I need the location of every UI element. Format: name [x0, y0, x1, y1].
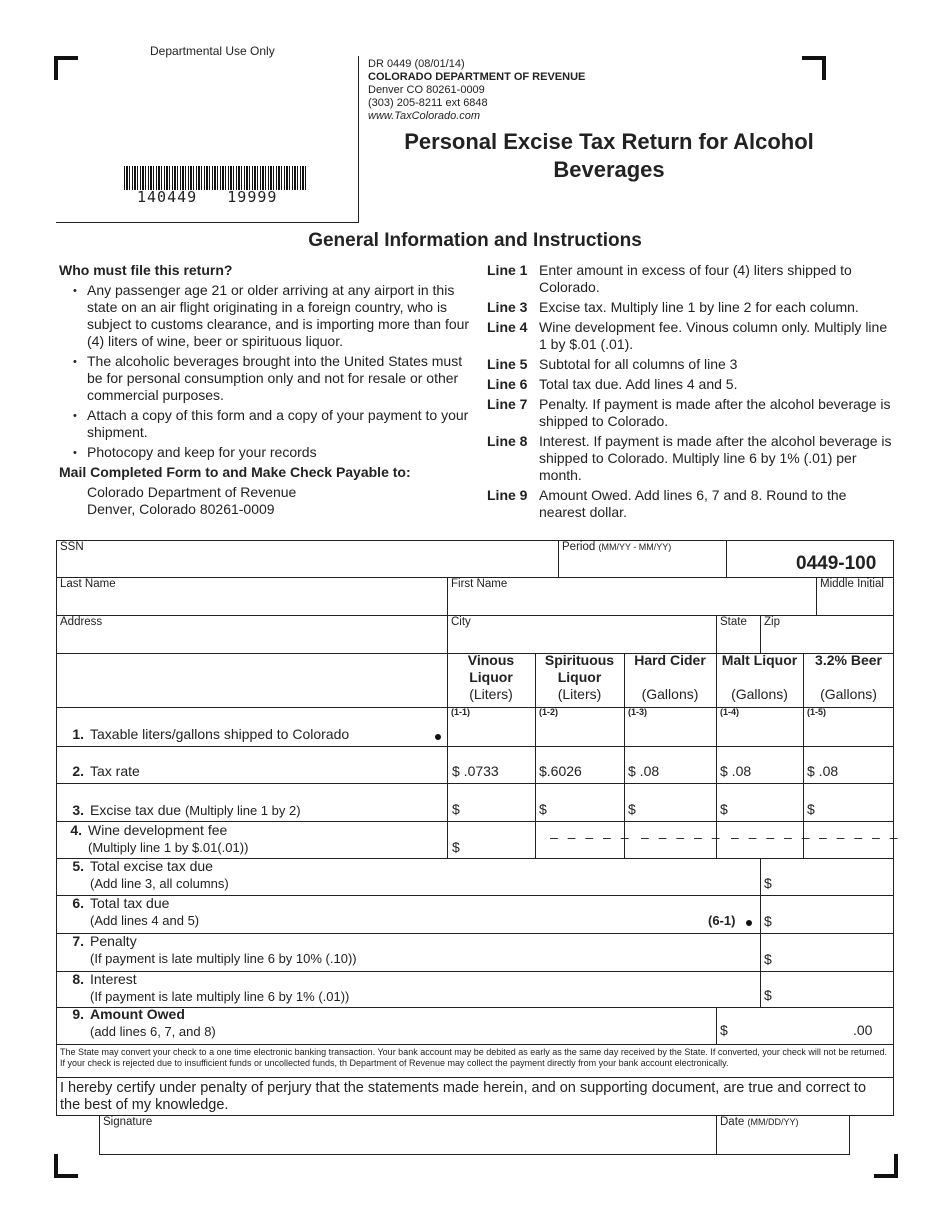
list-item: • Attach a copy of this form and a copy of your payment to your shipment. [87, 407, 479, 441]
line-2-label: 2. Tax rate [72, 763, 140, 779]
divider [56, 1044, 894, 1045]
not-applicable-dashes: – – – – – [819, 829, 901, 845]
city-field[interactable]: City [451, 616, 471, 628]
departmental-use-label: Departmental Use Only [150, 44, 275, 58]
instructions-title: General Information and Instructions [308, 230, 642, 251]
agency-name: COLORADO DEPARTMENT OF REVENUE [368, 71, 586, 83]
line-7-label: 7. Penalty (If payment is late multiply line 6 by 10% (.10)) [72, 933, 357, 966]
signature-field[interactable]: Signature [103, 1116, 153, 1128]
form-id: DR 0449 (08/01/14) [368, 58, 465, 70]
column-code: (1-3) [628, 707, 648, 717]
form-code: 0449-100 [796, 553, 877, 574]
column-code: (1-5) [807, 707, 827, 717]
barcode-number: 140449 19999 [137, 188, 278, 206]
mail-line-1: Colorado Department of Revenue [87, 484, 297, 500]
mail-heading: Mail Completed Form to and Make Check Payable to: [59, 464, 411, 480]
header-vertical-divider [358, 56, 359, 223]
agency-website: www.TaxColorado.com [368, 110, 481, 122]
list-item: Line 1 Enter amount in excess of four (4) liters shipped to Colorado. [487, 262, 852, 295]
line-3-hard-cider-input[interactable]: $ [628, 801, 636, 817]
electronic-check-disclaimer: The State may convert your check to a one time electronic banking transaction. Your bank account may be debited as early as the same day received by the State. If converted, your check will not be returned. If your check is rejected due to insufficient funds or uncollected funds, th Department of Revenue may collect the payment directly from your bank account electronically. [60, 1047, 887, 1068]
line-6-input[interactable]: $ [764, 913, 772, 929]
column-header-vinous: Vinous Liquor (Liters) [467, 652, 515, 702]
divider [558, 540, 559, 578]
list-item: Line 7 Penalty. If payment is made after the alcohol beverage is shipped to Colorado. [487, 396, 891, 429]
divider [56, 707, 894, 708]
crop-mark-bottom-right [874, 1154, 898, 1178]
crop-mark-top-left [54, 56, 78, 80]
tax-rate-malt-liquor: $ .08 [720, 763, 752, 779]
line-8-input[interactable]: $ [764, 987, 772, 1003]
column-code: (1-2) [539, 707, 559, 717]
form-title: Personal Excise Tax Return for Alcohol Beverages [404, 129, 814, 182]
column-code: (1-1) [451, 707, 471, 717]
date-field[interactable]: Date (MM/DD/YY) [720, 1116, 799, 1128]
who-must-file-list [59, 282, 479, 461]
line-4-vinous-input[interactable]: $ [452, 839, 460, 855]
period-field[interactable]: Period (MM/YY - MM/YY) [562, 541, 672, 553]
column-code: (1-4) [720, 707, 740, 717]
list-item: • Photocopy and keep for your records [87, 444, 479, 461]
line-1-beer-input[interactable] [804, 720, 893, 746]
not-applicable-dashes: – – – – – [641, 829, 723, 845]
header-divider [56, 222, 359, 223]
zip-field[interactable]: Zip [764, 616, 780, 628]
line-5-label: 5. Total excise tax due (Add line 3, all columns) [72, 858, 229, 891]
divider [56, 783, 894, 784]
tax-rate-spirituous: $.6026 [539, 763, 582, 779]
divider [816, 577, 817, 615]
required-marker [746, 920, 752, 926]
divider [726, 540, 727, 578]
list-item: • The alcoholic beverages brought into the United States must be for personal consumption only and not for resale or other commercial purposes. [87, 353, 479, 404]
required-marker [435, 734, 441, 740]
crop-mark-bottom-left [54, 1154, 78, 1178]
not-applicable-dashes: – – – – – [731, 829, 813, 845]
line-8-label: 8. Interest (If payment is late multiply line 6 by 1% (.01)) [72, 971, 350, 1004]
mail-line-2: Denver, Colorado 80261-0009 [87, 501, 275, 517]
line-9-cents: .00 [853, 1022, 873, 1038]
line-3-beer-input[interactable]: $ [807, 801, 815, 817]
line-1-malt-liquor-input[interactable] [717, 720, 802, 746]
divider [716, 1007, 717, 1044]
line-1-spirituous-input[interactable] [536, 720, 623, 746]
line-3-label: 3. Excise tax due (Multiply line 1 by 2) [72, 802, 301, 818]
column-header-beer: 3.2% Beer (Gallons) [815, 652, 882, 702]
list-item: Line 6 Total tax due. Add lines 4 and 5. [487, 376, 738, 392]
middle-initial-field[interactable]: Middle Initial [820, 578, 884, 590]
divider [716, 1115, 717, 1155]
line-6-code: (6-1) [708, 913, 736, 928]
divider [56, 1077, 894, 1078]
line-3-vinous-input[interactable]: $ [452, 801, 460, 817]
line-9-label: 9. Amount Owed (add lines 6, 7, and 8) [72, 1006, 216, 1039]
column-header-malt-liquor: Malt Liquor (Gallons) [721, 652, 798, 702]
line-1-label: 1. Taxable liters/gallons shipped to Colorado [72, 726, 350, 742]
last-name-field[interactable]: Last Name [60, 578, 116, 590]
tax-rate-hard-cider: $ .08 [628, 763, 660, 779]
instructions-right-column [487, 262, 892, 524]
tax-rate-vinous: $ .0733 [452, 763, 499, 779]
list-item: Line 3 Excise tax. Multiply line 1 by line 2 for each column. [487, 299, 859, 315]
divider [56, 746, 894, 747]
line-4-label: 4. Wine development fee (Multiply line 1 by $.01(.01)) [70, 822, 249, 855]
divider [716, 615, 717, 653]
instructions-left-column [59, 262, 479, 518]
barcode [124, 166, 306, 190]
list-item: • Any passenger age 21 or older arriving at any airport in this state on an air flight originating in a foreign country, who is subject to customs clearance, and is importing more than four (4) liters of wine, beer or spirituous liquor. [87, 282, 479, 350]
list-item: Line 5 Subtotal for all columns of line 3 [487, 356, 738, 372]
column-header-hard-cider: Hard Cider (Gallons) [634, 652, 706, 702]
not-applicable-dashes: – – – – – [550, 829, 632, 845]
who-must-file-heading: Who must file this return? [59, 262, 233, 278]
line-9-input[interactable]: $ [720, 1022, 728, 1038]
line-6-label: 6. Total tax due (Add lines 4 and 5) [72, 895, 200, 928]
line-5-input[interactable]: $ [764, 875, 772, 891]
list-item: Line 4 Wine development fee. Vinous column only. Multiply line 1 by $.01 (.01). [487, 319, 888, 352]
line-instructions [487, 262, 892, 524]
state-field[interactable]: State [720, 616, 747, 628]
ssn-field[interactable]: SSN [60, 541, 84, 553]
column-header-spirituous: Spirituous Liquor (Liters) [544, 652, 615, 702]
certification-statement: I hereby certify under penalty of perjury that the statements made herein, and on supporting document, are true and correct to the best of my knowledge. [60, 1080, 867, 1113]
crop-mark-top-right [802, 56, 826, 80]
line-3-spirituous-input[interactable]: $ [539, 801, 547, 817]
first-name-field[interactable]: First Name [451, 578, 508, 590]
list-item: Line 8 Interest. If payment is made after the alcohol beverage is shipped to Colorado. Multiply line 6 by 1% (.01) per month. [487, 433, 892, 483]
address-field[interactable]: Address [60, 616, 103, 628]
tax-rate-beer: $ .08 [807, 763, 839, 779]
agency-address: Denver CO 80261-0009 [368, 84, 485, 96]
line-1-vinous-input[interactable] [448, 720, 534, 746]
line-1-hard-cider-input[interactable] [625, 720, 715, 746]
agency-phone: (303) 205-8211 ext 6848 [368, 97, 488, 109]
divider [760, 615, 761, 653]
list-item: Line 9 Amount Owed. Add lines 6, 7 and 8. Round to the nearest dollar. [487, 487, 847, 520]
line-7-input[interactable]: $ [764, 951, 772, 967]
line-3-malt-liquor-input[interactable]: $ [720, 801, 728, 817]
